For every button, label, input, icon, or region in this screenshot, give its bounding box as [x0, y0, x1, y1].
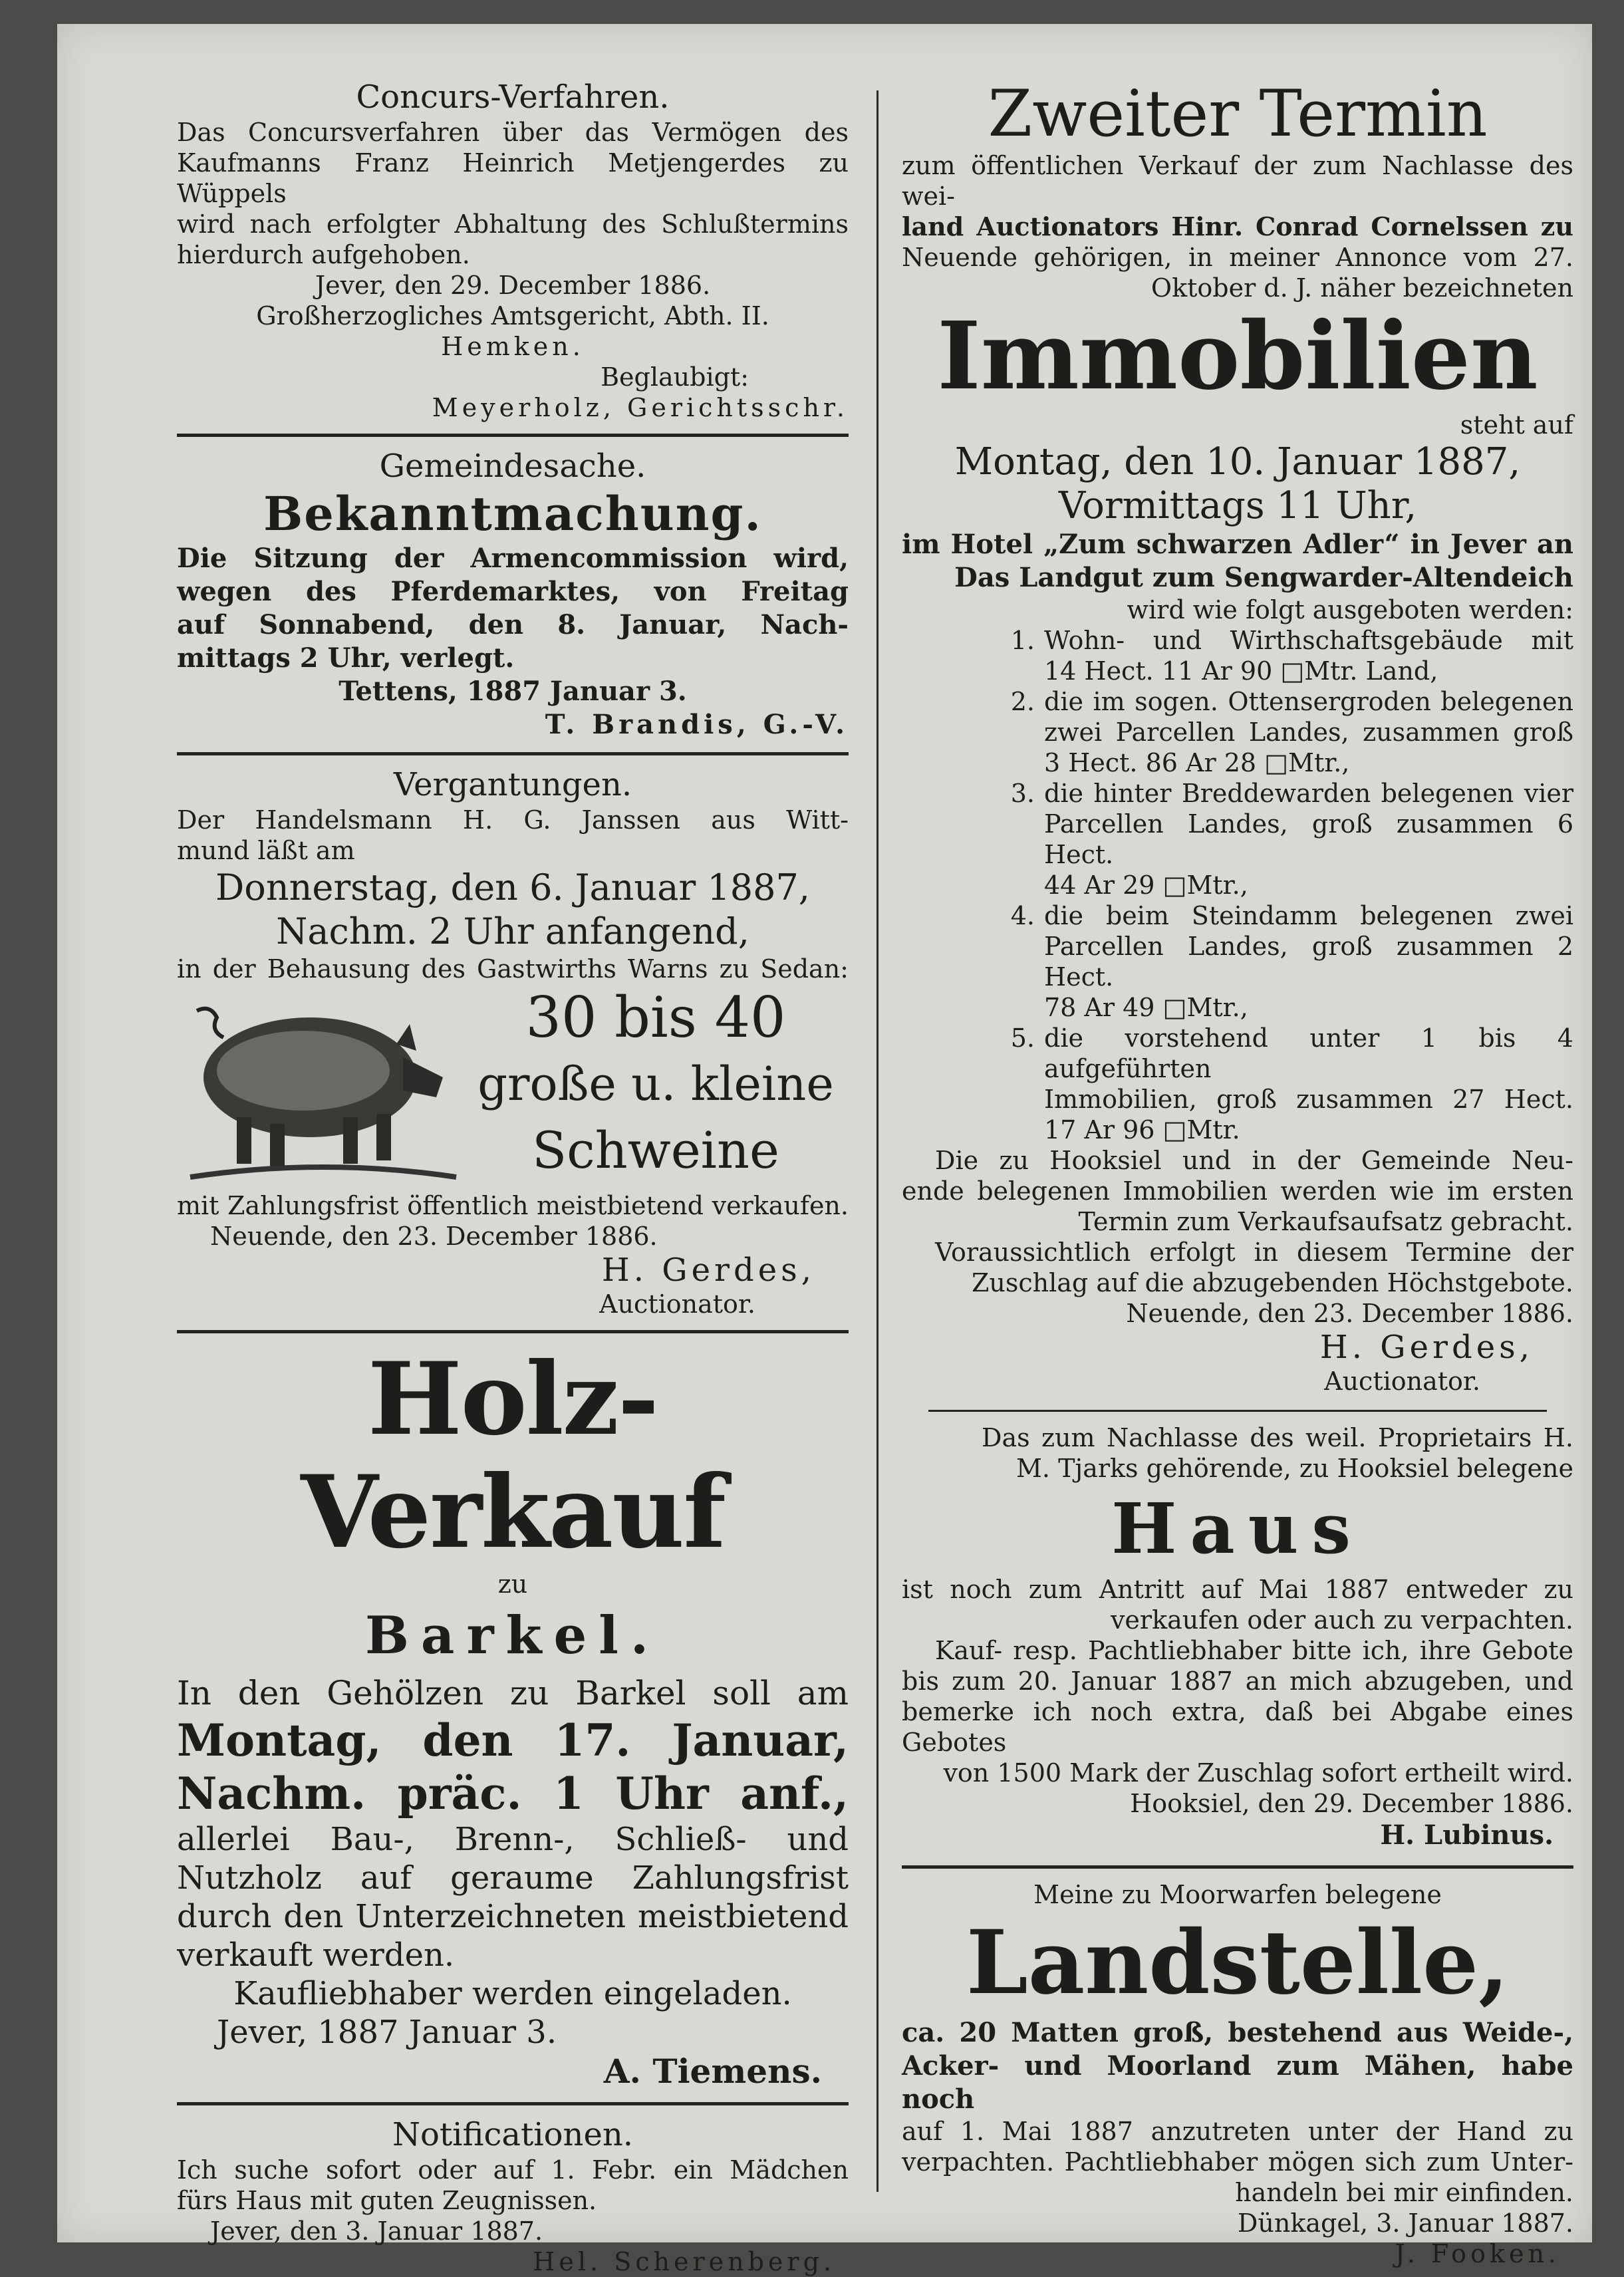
pig-count: 30 bis 40 — [525, 985, 786, 1050]
text-line: bis zum 20. Januar 1887 an mich abzugeben, und — [902, 1667, 1573, 1696]
place-date: Hooksiel, den 29. December 1886. — [1130, 1789, 1573, 1818]
list-item — [902, 686, 1573, 778]
text-line: verkauft werden. — [177, 1937, 455, 1974]
concurs-notice — [177, 77, 849, 423]
text-line: von 1500 Mark der Zuschlag sofort ertheilt wird. — [943, 1758, 1573, 1788]
concurs-title: Concurs-Verfahren. — [356, 78, 670, 116]
text-line: Das zum Nachlasse des weil. Proprietairs H. — [982, 1423, 1573, 1452]
text-line: Kaufmanns Franz Heinrich Metjengerdes zu Wüppels — [177, 148, 849, 208]
text-line: Wohn- und Wirthschaftsgebäude mit — [1044, 626, 1573, 655]
gemeinde-heading: Gemeindesache. — [379, 448, 646, 485]
place-date: Jever, den 3. Januar 1887. — [210, 2216, 543, 2246]
place-date: Neuende, den 23. December 1886. — [1126, 1299, 1573, 1328]
termin-notice — [902, 77, 1573, 1397]
holz-notice — [177, 1343, 849, 2091]
text-line: Das Concursverfahren über das Vermögen des — [177, 118, 849, 147]
separator — [177, 2102, 849, 2105]
holz-time: Nachm. präc. 1 Uhr anf., — [177, 1768, 849, 1819]
item-number: 2. — [1010, 687, 1035, 716]
landstelle-notice — [902, 1879, 1573, 2269]
role: Auctionator. — [1324, 1367, 1480, 1396]
left-column — [177, 77, 849, 2277]
signature: H. Gerdes, — [601, 1252, 815, 1289]
text-line: die im sogen. Ottensergroden belegenen — [1044, 687, 1573, 716]
text-line: 14 Hect. 11 Ar 90 □Mtr. Land, — [1044, 656, 1438, 686]
pig-size: große u. kleine — [477, 1057, 834, 1111]
list-item — [902, 900, 1573, 1023]
text-line: steht auf — [1460, 410, 1573, 440]
text-line: Nutzholz auf geraume Zahlungsfrist — [177, 1859, 849, 1897]
text-line: handeln bei mir einfinden. — [1235, 2178, 1573, 2207]
text-line: die beim Steindamm belegenen zwei — [1044, 901, 1573, 930]
holz-date: Montag, den 17. Januar, — [177, 1714, 849, 1766]
text-line: 17 Ar 96 □Mtr. — [1044, 1115, 1240, 1144]
text-line: Parcellen Landes, groß zusammen 6 Hect. — [1044, 809, 1573, 869]
signature: J. Fooken. — [1395, 2239, 1560, 2268]
signature: H. Gerdes, — [1319, 1329, 1534, 1366]
pig-block — [177, 984, 849, 1190]
text-line: wegen des Pferdemarktes, von Freitag — [177, 576, 849, 607]
text-line: Ich suche sofort oder auf 1. Febr. ein Mädchen — [177, 2155, 849, 2185]
text-line: mittags 2 Uhr, verlegt. — [177, 642, 515, 674]
text-line: bemerke ich noch extra, daß bei Abgabe eines Gebotes — [902, 1697, 1573, 1757]
signature: H. Lubinus. — [1380, 1819, 1554, 1851]
list-item — [902, 778, 1573, 900]
place-date: Neuende, den 23. December 1886. — [210, 1222, 658, 1251]
text-line: auf Sonnabend, den 8. Januar, Nach- — [177, 609, 849, 640]
text-line: Immobilien, groß zusammen 27 Hect. — [1044, 1085, 1573, 1114]
text-line: die vorstehend unter 1 bis 4 aufgeführten — [1044, 1023, 1573, 1083]
termin-hotel: im Hotel „Zum schwarzen Adler“ in Jever an — [902, 529, 1573, 560]
place-date: Dünkagel, 3. Januar 1887. — [1237, 2209, 1573, 2238]
separator — [177, 752, 849, 755]
item-number: 4. — [1010, 901, 1035, 930]
text-line: ca. 20 Matten groß, bestehend aus Weide-, — [902, 2017, 1573, 2048]
text-line: Zuschlag auf die abzugebenden Höchstgebote. — [971, 1268, 1573, 1297]
gemeinde-title: Bekanntmachung. — [263, 486, 762, 541]
haus-title: Haus — [1111, 1488, 1364, 1569]
termin-landgut: Das Landgut zum Sengwarder-Altendeich — [954, 562, 1573, 593]
text-line: verkaufen oder auch zu verpachten. — [1110, 1605, 1573, 1635]
newspaper-page — [57, 24, 1592, 2276]
text-line: durch den Unterzeichneten meistbietend — [177, 1898, 849, 1935]
auction-time: Nachm. 2 Uhr anfangend, — [276, 910, 749, 952]
text-line: Der Handelsmann H. G. Janssen aus Witt- — [177, 805, 849, 835]
item-number: 1. — [1010, 626, 1035, 655]
text-line: wird nach erfolgter Abhaltung des Schlußtermins — [177, 209, 849, 239]
text-line: Die zu Hooksiel und in der Gemeinde Neu- — [935, 1146, 1573, 1175]
text-line: auf 1. Mai 1887 anzutreten unter der Hand zu — [902, 2117, 1573, 2146]
list-item — [902, 625, 1573, 686]
item-number: 3. — [1010, 779, 1035, 808]
immobilien-title: Immobilien — [937, 302, 1538, 411]
landstelle-title: Landstelle, — [966, 1911, 1510, 2014]
place-date: Jever, 1887 Januar 3. — [217, 2014, 557, 2051]
text-line: Kauf- resp. Pachtliebhaber bitte ich, ihre Gebote — [935, 1636, 1573, 1665]
place-date: Jever, den 29. December 1886. — [315, 271, 711, 300]
notification — [177, 2115, 849, 2277]
text-line: ende belegenen Immobilien werden wie im ersten — [902, 1176, 1573, 1206]
clerk-name: Meyerholz, Gerichtsschr. — [432, 393, 849, 422]
haus-notice — [902, 1422, 1573, 1852]
right-column — [902, 77, 1573, 2269]
text-line: M. Tjarks gehörende, zu Hooksiel belegene — [1016, 1454, 1573, 1483]
text-line: In den Gehölzen zu Barkel soll am — [177, 1674, 849, 1712]
pig-illustration-icon — [177, 984, 456, 1190]
property-list — [902, 625, 1573, 1145]
separator — [177, 434, 849, 437]
text-line: Acker- und Moorland zum Mähen, habe noch — [902, 2050, 1573, 2115]
text-line: 44 Ar 29 □Mtr., — [1044, 871, 1248, 900]
text-line: fürs Haus mit guten Zeugnissen. — [177, 2186, 597, 2215]
termin-title: Zweiter Termin — [988, 76, 1488, 151]
text-line: Die Sitzung der Armencommission wird, — [177, 543, 849, 574]
holz-invite: Kaufliebhaber werden eingeladen. — [233, 1975, 792, 2012]
text-line: wird wie folgt ausgeboten werden: — [1127, 595, 1573, 624]
separator — [928, 1410, 1547, 1412]
text-line: verpachten. Pachtliebhaber mögen sich zum Unter- — [902, 2147, 1573, 2177]
text-line: Voraussichtlich erfolgt in diesem Termine der — [935, 1238, 1573, 1267]
auction-date: Donnerstag, den 6. Januar 1887, — [215, 867, 810, 908]
text-line: land Auctionators Hinr. Conrad Cornelssen zu — [902, 211, 1573, 241]
holz-place: Barkel. — [364, 1605, 661, 1666]
judge-name: Hemken. — [441, 332, 585, 361]
text-line: mund läßt am — [177, 836, 355, 865]
pig-word: Schweine — [532, 1121, 779, 1180]
text-line: mit Zahlungsfrist öffentlich meistbietend verkaufen. — [177, 1191, 849, 1220]
text-line: ist noch zum Antritt auf Mai 1887 entweder zu — [902, 1575, 1573, 1604]
signature: T. Brandis, G.-V. — [545, 709, 849, 740]
holz-zu: zu — [497, 1569, 528, 1599]
text-line: die hinter Breddewarden belegenen vier — [1044, 779, 1573, 808]
text-line: zum öffentlichen Verkauf der zum Nachlasse des wei- — [902, 151, 1573, 211]
text-line: Parcellen Landes, groß zusammen 2 Hect. — [1044, 932, 1573, 992]
vergantung-notice — [177, 765, 849, 1319]
text-line: hierdurch aufgehoben. — [177, 240, 470, 269]
text-line: Meine zu Moorwarfen belegene — [1033, 1880, 1442, 1909]
pig-caption — [463, 984, 849, 1184]
certified-label: Beglaubigt: — [601, 362, 749, 392]
notif-heading: Notificationen. — [392, 2116, 634, 2153]
signature: A. Tiemens. — [603, 2052, 822, 2091]
vergantung-heading: Vergantungen. — [393, 766, 632, 803]
item-number: 5. — [1010, 1023, 1035, 1053]
signature: Hel. Scherenberg. — [533, 2247, 835, 2276]
court-name: Großherzogliches Amtsgericht, Abth. II. — [256, 301, 769, 331]
holz-title: Holz-Verkauf — [301, 1341, 725, 1571]
termin-date: Montag, den 10. Januar 1887, — [954, 440, 1521, 483]
auction-place: in der Behausung des Gastwirths Warns zu Sedan: — [177, 954, 849, 984]
text-line: 3 Hect. 86 Ar 28 □Mtr., — [1044, 748, 1350, 777]
separator — [177, 1330, 849, 1333]
list-item — [902, 1023, 1573, 1145]
text-line: Oktober d. J. näher bezeichneten — [1150, 273, 1573, 303]
text-line: 78 Ar 49 □Mtr., — [1044, 993, 1248, 1022]
text-line: zwei Parcellen Landes, zusammen groß — [1044, 718, 1573, 747]
text-line: Neuende gehörigen, in meiner Annonce vom 27. — [902, 243, 1573, 272]
place-date: Tettens, 1887 Januar 3. — [338, 676, 687, 707]
separator — [902, 1865, 1573, 1869]
gemeinde-notice — [177, 446, 849, 741]
role: Auctionator. — [599, 1289, 755, 1319]
column-divider — [877, 90, 879, 2192]
text-line: allerlei Bau-, Brenn-, Schließ- und — [177, 1821, 849, 1858]
text-line: Termin zum Verkaufsaufsatz gebracht. — [1078, 1207, 1573, 1236]
termin-time: Vormittags 11 Uhr, — [1058, 484, 1417, 527]
